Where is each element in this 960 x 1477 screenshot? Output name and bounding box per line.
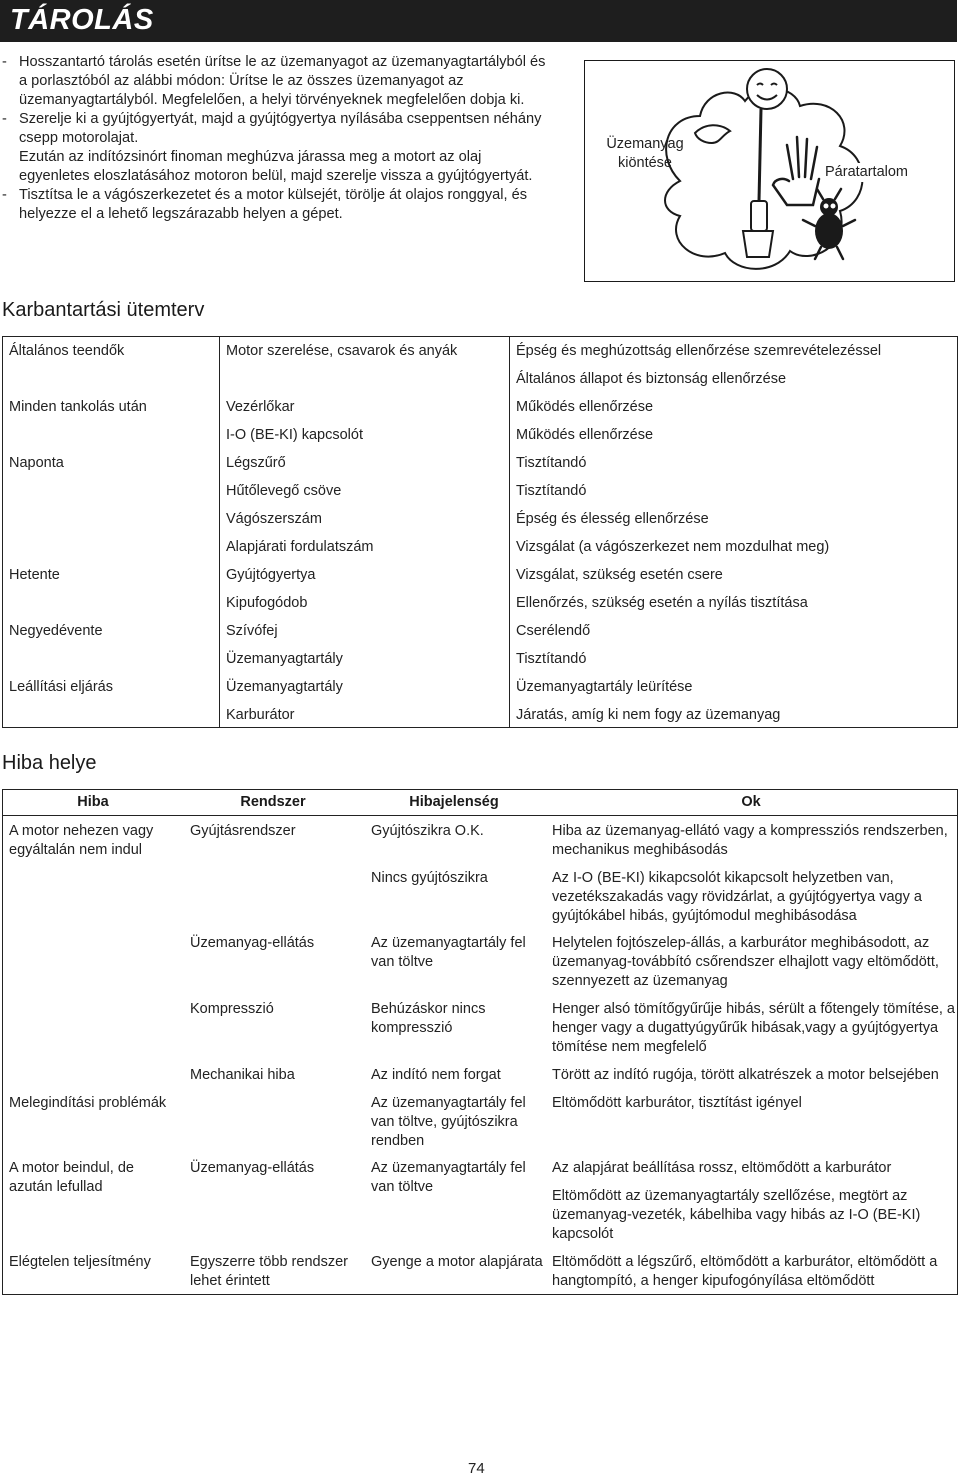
schedule-component-cell: Vezérlőkar [226,399,295,415]
instruction-line: Hosszantartó tárolás esetén ürítse le az üzemanyagot az üzemanyagtartályból és [19,54,546,70]
schedule-component-cell: Hűtőlevegő csöve [226,483,342,499]
bullet-dash: - [2,111,7,127]
column-divider [219,337,220,727]
fault-table [2,789,958,1295]
schedule-task-cell: Tisztítandó [516,651,587,667]
fault-symptom-cell: Behúzáskor nincs kompresszió [371,1001,486,1036]
schedule-task-cell: Általános állapot és biztonság ellenőrzése [516,371,787,387]
schedule-component-cell: Gyújtógyertya [226,567,316,583]
maintenance-schedule-table [2,336,958,728]
schedule-task-cell: Vizsgálat, szükség esetén csere [516,567,723,583]
engine-icon [751,201,767,231]
fault-symptom-cell: Gyenge a motor alapjárata [371,1254,543,1270]
fault-system-cell: Egyszerre több rendszer lehet érintett [190,1254,348,1289]
schedule-component-cell: Üzemanyagtartály [226,679,343,695]
stop-hand-icon [773,137,819,205]
schedule-interval-cell: Hetente [9,567,60,583]
fault-symptom-cell: Nincs gyújtószikra [371,870,488,886]
smiley-face-icon [747,69,787,109]
instruction-line: csepp motorolajat. [19,130,139,146]
fault-system-cell: Üzemanyag-ellátás [190,1160,315,1176]
moisture-label: Páratartalom [825,164,909,180]
column-header-system: Rendszer [240,794,306,810]
moisture-bug-icon [815,213,843,249]
schedule-interval-cell: Leállítási eljárás [9,679,113,695]
schedule-task-cell: Épség és meghúzottság ellenőrzése szemrevételezéssel [516,343,882,359]
fuel-can-icon [695,125,730,143]
column-divider [509,337,510,727]
instruction-line: Szerelje ki a gyújtógyertyát, majd a gyújtógyertya nyílásába cseppentsen néhány [19,111,542,127]
maintenance-heading: Karbantartási ütemterv [2,299,205,321]
fuel-drain-label-line: Üzemanyag [606,136,684,152]
schedule-task-cell: Tisztítandó [516,455,587,471]
instruction-line: helyezze el a lehető legszárazabb helyen a gépet. [19,206,343,222]
fault-cause-cell: Henger alsó tömítőgyűrűje hibás, sérült a főtengely tömítése, a henger vagy a dugattyúgyűrűk hibásak,vagy a gyújtógyertya tömítése nem megfelelő [552,1001,955,1055]
schedule-component-cell: Karburátor [226,707,295,723]
instruction-line: Tisztítsa le a vágószerkezetet és a motor külsejét, törölje át olajos ronggyal, és [19,187,528,203]
schedule-task-cell: Tisztítandó [516,483,587,499]
schedule-component-cell: Légszűrő [226,455,286,471]
fault-symptom-cell: Gyújtószikra O.K. [371,823,484,839]
schedule-interval-cell: Általános teendők [9,343,125,359]
column-header-cause: Ok [741,794,761,810]
fault-cause-cell: Eltömődött az üzemanyagtartály szellőzése, megtört az üzemanyag-vezeték, kábelhiba vagy hibás az I-O (BE-KI) kapcsolót [552,1188,921,1242]
fault-system-cell: Kompresszió [190,1001,274,1017]
schedule-task-cell: Épség és élesség ellenőrzése [516,511,709,527]
trimmer-shaft-icon [759,109,761,201]
fault-cause-cell: Eltömődött a légszűrő, eltömődött a karburátor, eltömődött a hangtompító, a henger kipufogónyílása eltömődött [552,1254,938,1289]
fault-header-row [3,790,957,816]
fuel-drain-label-line: kiöntése [617,155,672,171]
schedule-component-cell: Vágószerszám [226,511,322,527]
fault-symptom-cell: Az üzemanyagtartály fel van töltve [371,1160,526,1195]
fault-description-cell: Melegindítási problémák [9,1095,167,1111]
instruction-line: egyenletes eloszlatásához motoron belül, majd szerelje vissza a gyújtógyertyát. [19,168,533,184]
schedule-component-cell: Kipufogódob [226,595,308,611]
schedule-interval-cell: Negyedévente [9,623,103,639]
fault-system-cell: Mechanikai hiba [190,1067,295,1083]
fault-description-cell: Elégtelen teljesítmény [9,1254,151,1270]
fault-system-cell: Üzemanyag-ellátás [190,935,315,951]
storage-instructions [0,53,572,224]
schedule-task-cell: Járatás, amíg ki nem fogy az üzemanyag [516,707,781,723]
fault-cause-cell: Hiba az üzemanyag-ellátó vagy a kompressziós rendszerben, mechanikus meghibásodás [552,823,948,858]
fault-cause-cell: Eltömődött karburátor, tisztítást igényel [552,1095,802,1111]
schedule-interval-cell: Naponta [9,455,64,471]
instruction-paragraph [0,53,572,110]
fault-cause-cell: Helytelen fojtószelep-állás, a karburátor meghibásodott, az üzemanyag-továbbító csőrendszer elhajlott vagy eltömődött, szennyezett az üzemanyag [552,935,939,989]
page-title: TÁROLÁS [10,4,154,36]
title-banner [0,0,957,42]
column-header-symptom: Hibajelenség [409,794,499,810]
schedule-component-cell: Szívófej [226,623,278,639]
bullet-dash: - [2,187,7,203]
instruction-paragraph [0,110,572,186]
schedule-interval-cell: Minden tankolás után [9,399,147,415]
schedule-task-cell: Működés ellenőrzése [516,427,654,443]
instruction-paragraph [0,186,572,224]
fault-symptom-cell: Az indító nem forgat [371,1067,501,1083]
schedule-task-cell: Vizsgálat (a vágószerkezet nem mozdulhat meg) [516,539,830,555]
column-header-fault: Hiba [77,794,109,810]
instruction-line: üzemanyagtartályból. Megfelelően, a helyi törvényeknek megfelelően dobja ki. [19,92,525,108]
schedule-component-cell: Üzemanyagtartály [226,651,343,667]
page-number: 74 [468,1460,485,1477]
fault-description-cell: A motor beindul, de azután lefullad [9,1160,134,1195]
fault-cause-cell: Az I-O (BE-KI) kikapcsolót kikapcsolt helyzetben van, vezetékszakadás vagy rövidzárlat, a gyújtógyertya vagy a gyújtókábel hibás, gyújtómodul meghibásodása [552,870,922,924]
storage-illustration [584,60,955,282]
schedule-task-cell: Cserélendő [516,623,591,639]
instruction-line: a porlasztóból az alábbi módon: Ürítse le az összes üzemanyagot az [19,73,464,89]
fuel-drain-label [601,135,689,173]
schedule-component-cell: Motor szerelése, csavarok és anyák [226,343,458,359]
fault-system-cell: Gyújtásrendszer [190,823,296,839]
schedule-task-cell: Ellenőrzés, szükség esetén a nyílás tisztítása [516,595,808,611]
schedule-component-cell: I-O (BE-KI) kapcsolót [226,427,363,443]
fault-heading: Hiba helye [2,752,97,774]
schedule-task-cell: Működés ellenőrzése [516,399,654,415]
fault-symptom-cell: Az üzemanyagtartály fel van töltve [371,935,526,970]
bullet-dash: - [2,54,7,70]
schedule-task-cell: Üzemanyagtartály leürítése [516,679,693,695]
schedule-component-cell: Alapjárati fordulatszám [226,539,374,555]
fault-cause-cell: Az alapjárat beállítása rossz, eltömődött a karburátor [552,1160,892,1176]
fault-description-cell: A motor nehezen vagy egyáltalán nem indul [9,823,154,858]
fault-cause-cell: Törött az indító rugója, törött alkatrészek a motor belsejében [552,1067,939,1083]
fault-symptom-cell: Az üzemanyagtartály fel van töltve, gyújtószikra rendben [371,1095,526,1149]
instruction-line: Ezután az indítózsinórt finoman meghúzva járassa meg a motort az olaj [19,149,482,165]
